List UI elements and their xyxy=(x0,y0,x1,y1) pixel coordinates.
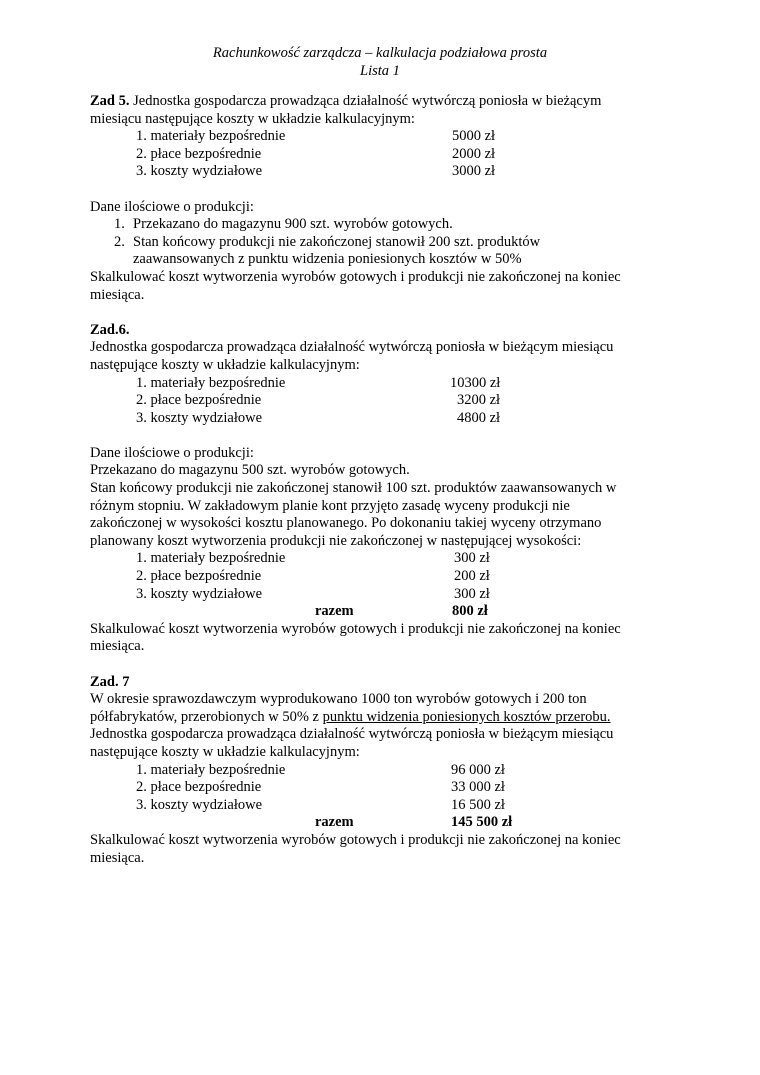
cost-row: 3. koszty wydziałowe 4800 zł xyxy=(136,409,501,426)
cost-row: 1. materiały bezpośrednie 96 000 zł xyxy=(136,761,505,778)
cost-row: 2. płace bezpośrednie 2000 zł xyxy=(136,145,496,162)
exercise-6-intro-line-1: Jednostka gospodarcza prowadząca działalność wytwórczą poniosła w bieżącym miesiącu xyxy=(90,339,614,356)
exercise-5-intro-line-2: miesiącu następujące koszty w układzie kalkulacyjnym: xyxy=(90,110,415,127)
cost-row: 1. materiały bezpośrednie 10300 zł xyxy=(136,374,501,391)
exercise-5 xyxy=(90,93,670,304)
list-item-continuation: zaawansowanych z punktu widzenia poniesionych kosztów w 50% xyxy=(133,251,522,268)
cost-row: 3. koszty wydziałowe 16 500 zł xyxy=(136,796,505,813)
list-item: 1. Przekazano do magazynu 900 szt. wyrobów gotowych. xyxy=(114,216,453,233)
cost-row: 2. płace bezpośrednie 3200 zł xyxy=(136,392,501,409)
planned-cost-row: 2. płace bezpośrednie 200 zł xyxy=(136,568,490,585)
task-line-2: miesiąca. xyxy=(90,638,145,655)
text-line: zakończonej w wysokości kosztu planowanego. Po dokonaniu takiej wyceny otrzymano xyxy=(90,515,602,532)
exercise-6-heading: Zad.6. xyxy=(90,321,130,338)
list-item: 2. Stan końcowy produkcji nie zakończonej stanowił 200 szt. produktów xyxy=(114,233,541,250)
exercise-7-heading: Zad. 7 xyxy=(90,673,130,690)
exercise-7-intro-line-1: Jednostka gospodarcza prowadząca działalność wytwórczą poniosła w bieżącym miesiącu xyxy=(90,726,614,743)
document-body xyxy=(90,93,670,867)
text-line: W okresie sprawozdawczym wyprodukowano 1000 ton wyrobów gotowych i 200 ton xyxy=(90,691,587,708)
task-line-2: miesiąca. xyxy=(90,849,145,866)
task-line-1: Skalkulować koszt wytworzenia wyrobów gotowych i produkcji nie zakończonej na koniec xyxy=(90,831,621,848)
total-row: razem 800 zł xyxy=(315,603,488,620)
page-header xyxy=(0,45,760,80)
document-title: Rachunkowość zarządcza – kalkulacja podziałowa prosta xyxy=(212,45,548,61)
exercise-6 xyxy=(90,322,670,656)
task-line-1: Skalkulować koszt wytworzenia wyrobów gotowych i produkcji nie zakończonej na koniec xyxy=(90,620,621,637)
exercise-7-intro-line-2: następujące koszty w układzie kalkulacyjnym: xyxy=(90,743,360,760)
cost-row: 2. płace bezpośrednie 33 000 zł xyxy=(136,779,505,796)
underlined-phrase: punktu widzenia poniesionych kosztów przerobu. xyxy=(322,708,611,725)
cost-row: 1. materiały bezpośrednie 5000 zł xyxy=(136,128,496,145)
text-line: planowany koszt wytworzenia produkcji nie zakończonej w następującej wysokości: xyxy=(90,532,582,549)
quantity-heading: Dane ilościowe o produkcji: xyxy=(90,198,254,215)
task-line-2: miesiąca. xyxy=(90,286,145,303)
document-subtitle: Lista 1 xyxy=(360,62,400,79)
exercise-5-intro-line-1: Zad 5. Jednostka gospodarcza prowadząca działalność wytwórczą poniosła w bieżącym xyxy=(90,93,602,109)
cost-row: 3. koszty wydziałowe 3000 zł xyxy=(136,163,496,180)
planned-cost-row: 3. koszty wydziałowe 300 zł xyxy=(136,585,490,602)
text-line: Przekazano do magazynu 500 szt. wyrobów gotowych. xyxy=(90,462,410,479)
text-line: półfabrykatów, przerobionych w 50% z punktu widzenia poniesionych kosztów przerobu. xyxy=(90,708,611,725)
task-line-1: Skalkulować koszt wytworzenia wyrobów gotowych i produkcji nie zakończonej na koniec xyxy=(90,268,621,285)
text-line: Stan końcowy produkcji nie zakończonej stanowił 100 szt. produktów zaawansowanych w xyxy=(90,480,617,497)
text-line: różnym stopniu. W zakładowym planie kont przyjęto zasadę wyceny produkcji nie xyxy=(90,497,570,514)
exercise-5-heading: Zad 5. xyxy=(90,93,130,109)
exercise-7 xyxy=(90,674,670,868)
planned-cost-row: 1. materiały bezpośrednie 300 zł xyxy=(136,550,490,567)
quantity-heading: Dane ilościowe o produkcji: xyxy=(90,444,254,461)
exercise-6-intro-line-2: następujące koszty w układzie kalkulacyjnym: xyxy=(90,356,360,373)
total-row: razem 145 500 zł xyxy=(315,814,513,831)
